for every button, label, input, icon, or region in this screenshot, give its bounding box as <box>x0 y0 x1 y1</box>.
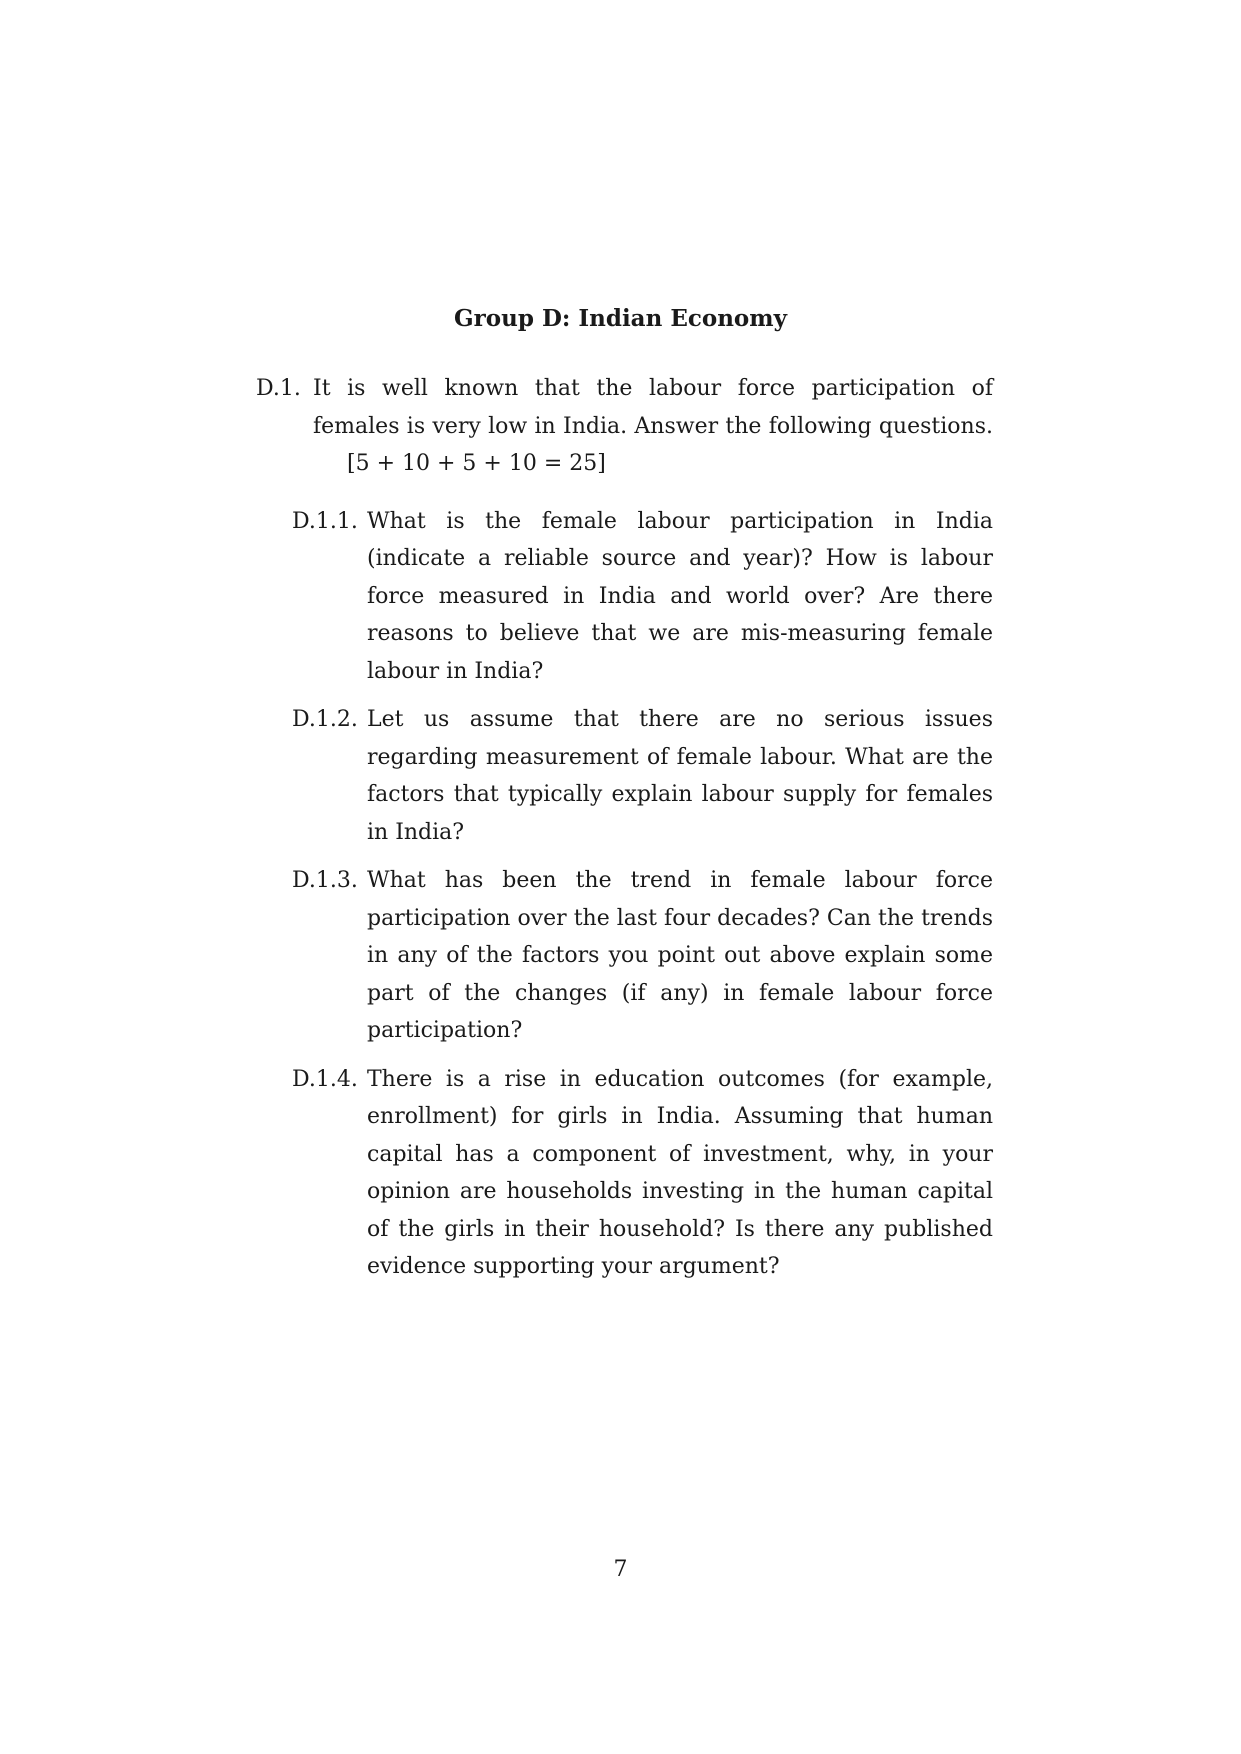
subquestion-item <box>292 862 993 1050</box>
subquestion-item <box>292 701 993 851</box>
page-number: 7 <box>613 1557 628 1582</box>
section-heading: Group D: Indian Economy <box>454 305 787 332</box>
subquestion-text: There is a rise in education outcomes (for example, enrollment) for girls in India. Assuming that human capital has a component of investment, why, in your opinion are households investing in the human capital of the girls in their household? Is there any published evidence supporting your argument? <box>367 1066 993 1279</box>
question-text: It is well known that the labour force participation of females is very low in India. Answer the following questions. <box>313 376 993 439</box>
subquestion-list <box>256 503 993 1286</box>
subquestion-text: Let us assume that there are no serious issues regarding measurement of female labour. What are the factors that typically explain labour supply for females in India? <box>367 707 993 845</box>
subquestion-text: What is the female labour participation in India (indicate a reliable source and year)? How is labour force measured in India and world over? Are there reasons to believe that we are mis-measuring female labour in India? <box>367 508 993 684</box>
question-main <box>256 370 993 483</box>
subquestion-item <box>292 1061 993 1286</box>
question-marks: [5 + 10 + 5 + 10 = 25] <box>347 451 606 476</box>
question-number: D.1. <box>256 376 301 401</box>
subquestion-number: D.1.3. <box>292 868 358 893</box>
subquestion-number: D.1.4. <box>292 1066 358 1092</box>
subquestion-text: What has been the trend in female labour force participation over the last four decades? Can the trends in any of the factors you point out above explain some part of the changes (if any) in female labour force participation? <box>367 868 993 1043</box>
question-d1 <box>256 370 993 1297</box>
subquestion-number: D.1.2. <box>292 707 358 732</box>
subquestion-item <box>292 503 993 691</box>
subquestion-number: D.1.1. <box>292 508 358 534</box>
